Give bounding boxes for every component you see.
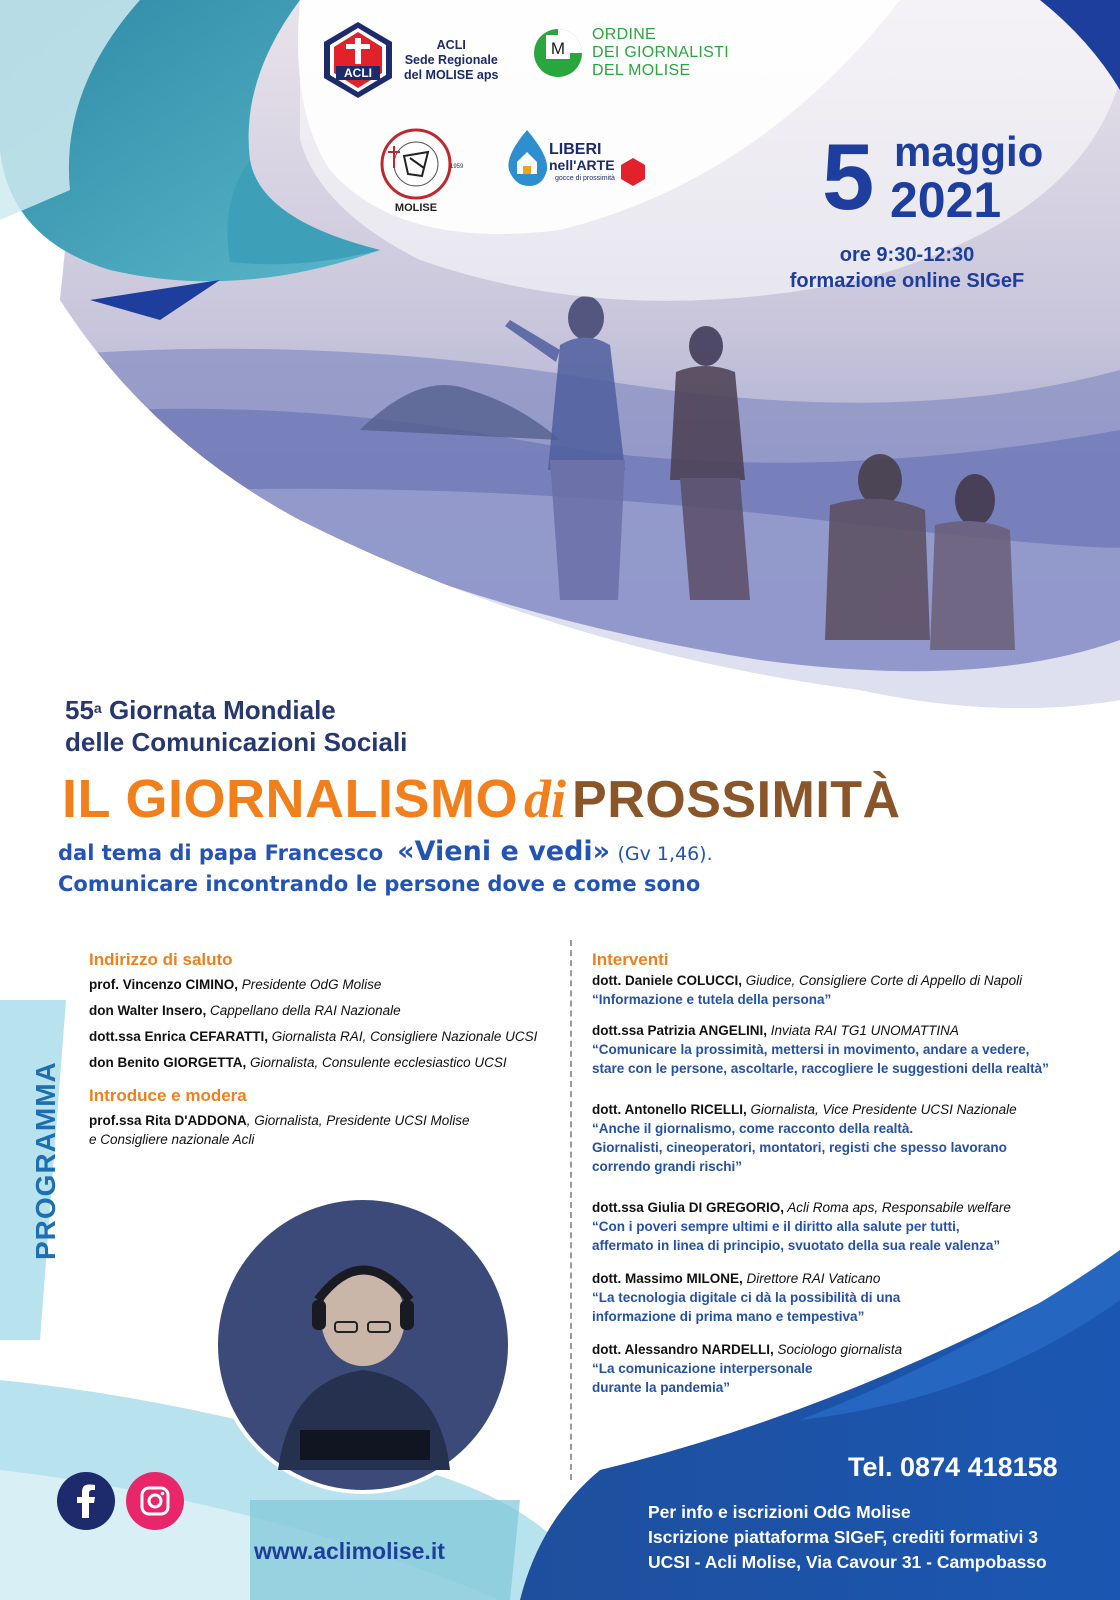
column-divider <box>570 940 572 1480</box>
event-time <box>762 242 1052 294</box>
instagram-icon[interactable] <box>126 1472 184 1530</box>
tagline-prefix: dal tema di papa Francesco <box>58 841 384 865</box>
liberi-line3-text: gocce di prossimità <box>555 175 615 182</box>
left-programme-column <box>89 950 549 1156</box>
event-name-line2: delle Comunicazioni Sociali <box>65 727 408 757</box>
ucsi-logo <box>364 128 468 214</box>
title-part1: IL GIORNALISMO <box>62 769 519 829</box>
event-mode: formazione online SIGeF <box>789 270 1025 292</box>
interventi-heading: Interventi <box>592 950 669 969</box>
edition-number: 55 <box>65 695 94 725</box>
info-block <box>648 1500 1047 1575</box>
acli-mark-text: ACLI <box>344 66 372 80</box>
info-line2: Iscrizione piattaforma SIGeF, crediti formativi 3 <box>648 1527 1038 1547</box>
greeting-item: dott.ssa Enrica CEFARATTI, Giornalista RAI, Consigliere Nazionale UCSI <box>89 1029 538 1044</box>
main-title <box>62 768 901 830</box>
ucsi-year-text: 1959 <box>450 164 464 170</box>
greeting-item: prof. Vincenzo CIMINO, Presidente OdG Molise <box>89 977 382 992</box>
date-year: 2021 <box>890 172 1002 228</box>
talk-item: dott. Antonello RICELLI, Giornalista, Vice Presidente UCSI Nazionale “Anche il giornalismo, come racconto della realtà. Giornalisti, cineoperatori, montatori, registi che spesso lavorano correndo grandi rischi” <box>592 1102 1017 1174</box>
liberi-nellarte-logo <box>505 128 655 188</box>
moderator-heading: Introduce e modera <box>89 1086 247 1105</box>
greeting-item: don Benito GIORGETTA, Giornalista, Consulente ecclesiastico UCSI <box>89 1055 507 1070</box>
liberi-emblem-icon <box>505 128 655 188</box>
odg-mark-text: M <box>550 39 566 58</box>
acli-caption: ACLI Sede Regionale del MOLISE aps <box>404 37 499 82</box>
greeting-heading: Indirizzo di saluto <box>89 950 233 969</box>
tagline-quote: «Vieni e vedi» <box>397 836 611 867</box>
talk-item: dott. Massimo MILONE, Direttore RAI Vaticano “La tecnologia digitale ci dà la possibilità di una informazione di prima mano e tempestiva” <box>592 1271 901 1324</box>
title-part2: di <box>524 769 567 829</box>
tagline <box>58 836 713 898</box>
right-programme-column <box>592 950 1092 1411</box>
info-line3: UCSI - Acli Molise, Via Cavour 31 - Campobasso <box>648 1552 1047 1572</box>
talk-item: dott.ssa Giulia DI GREGORIO, Acli Roma aps, Responsabile welfare “Con i poveri sempre ultimi e il diritto alla salute per tutti, affermato in linea di principio, svuotato della sua reale valenza” <box>592 1200 1011 1253</box>
tagline-line2: Comunicare incontrando le persone dove e come sono <box>58 872 701 896</box>
talk-item: dott.ssa Patrizia ANGELINI, Inviata RAI TG1 UNOMATTINA “Comunicare la prossimità, mettersi in movimento, andare a vedere, stare con le persone, ascoltarle, raccogliere le suggestioni della realtà” <box>592 1023 1049 1076</box>
talk-item: dott. Alessandro NARDELLI, Sociologo giornalista “La comunicazione interpersonale durante la pandemia” <box>592 1342 903 1395</box>
date-day: 5 <box>822 124 875 229</box>
time-range: ore 9:30-12:30 <box>839 244 975 266</box>
date-month: maggio <box>894 128 1044 175</box>
liberi-line2-text: nell'ARTE <box>549 157 615 173</box>
event-name-line1: Giornata Mondiale <box>108 695 336 725</box>
programma-label: PROGRAMMA <box>30 1061 61 1260</box>
facebook-icon[interactable] <box>57 1472 115 1530</box>
acli-logo <box>322 20 498 100</box>
ucsi-emblem-icon <box>364 128 468 200</box>
liberi-line1-text: LIBERI <box>549 141 602 158</box>
odg-molise-logo <box>532 26 729 80</box>
greeting-item: don Walter Insero, Cappellano della RAI Nazionale <box>89 1003 401 1018</box>
title-part3: PROSSIMITÀ <box>572 771 901 829</box>
telephone: Tel. 0874 418158 <box>848 1452 1058 1482</box>
website-link[interactable]: www.aclimolise.it <box>254 1538 445 1564</box>
talk-item: dott. Daniele COLUCCI, Giudice, Consigliere Corte di Appello di Napoli “Informazione e tutela della persona” <box>592 973 1023 1007</box>
odg-emblem-icon <box>532 27 584 79</box>
tagline-ref: (Gv 1,46). <box>617 843 713 865</box>
acli-emblem-icon <box>322 20 394 100</box>
moderator-item: prof.ssa Rita D'ADDONA, Giornalista, Presidente UCSI Molise e Consigliere nazionale Acli <box>89 1113 470 1147</box>
event-name <box>65 694 407 758</box>
ucsi-caption: MOLISE <box>394 202 438 214</box>
odg-caption: ORDINE DEI GIORNALISTI DEL MOLISE <box>592 26 729 79</box>
edition-superscript: a <box>93 700 102 716</box>
info-line1: Per info e iscrizioni OdG Molise <box>648 1502 911 1522</box>
